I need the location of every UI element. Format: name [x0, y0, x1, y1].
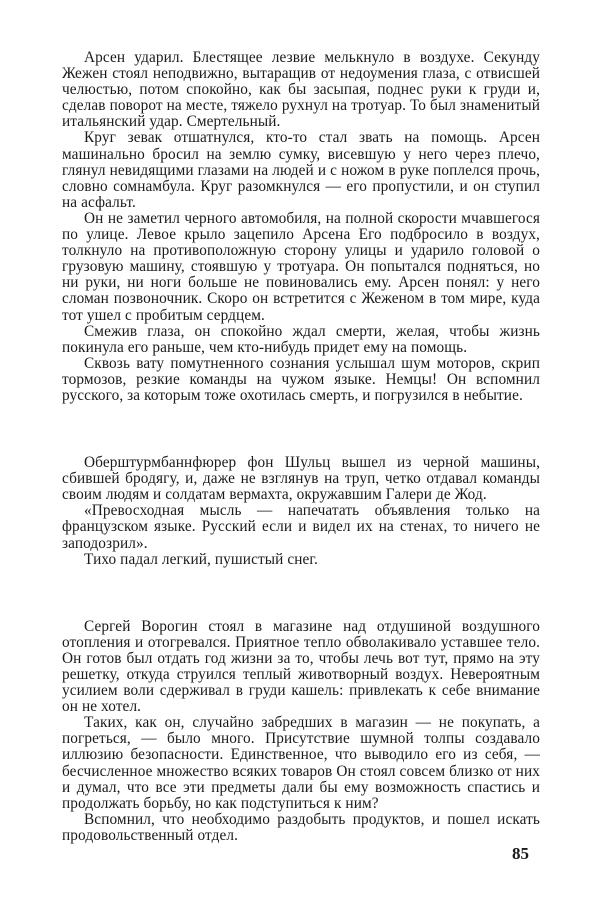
section-break: [62, 404, 540, 455]
paragraph: Вспомнил, что необходимо раздобыть продуктов, и пошел искать продовольственный отдел.: [62, 810, 540, 844]
paragraph: Смежив глаза, он спокойно ждал смерти, желая, чтобы жизнь покинула его раньше, чем кто-нибудь придет ему на помощь.: [62, 322, 540, 356]
paragraph: Таких, как он, случайно забредших в магазин — не покупать, а погреться, — было много. Присутствие шумной толпы создавало иллюзию безопасности. Единственное, что выводило его из себя, — бесчисленное множество всяких товаров Он стоял совсем близко от них и думал, что все эти предметы дали бы ему возможность спастись и продолжать борьбу, но как подступиться к ним?: [62, 714, 540, 812]
paragraph: Арсен ударил. Блестящее лезвие мелькнуло в воздухе. Секунду Жежен стоял неподвижно, вытаращив от недоумения глаза, с отвисшей челюстью, потом спокойно, как бы засыпая, поднес руки к груди и, сделав поворот на месте, тяжело рухнул на тротуар. То был знаменитый итальянский удар. Смертельный.: [62, 49, 540, 131]
paragraph: Он не заметил черного автомобиля, на полной скорости мчавшегося по улице. Левое крыло зацепило Арсена Его подбросило в воздух, толкнуло на противоположную сторону улицы и ударило головой о грузовую машину, стоявшую у тротуара. Он попытался подняться, но ни руки, ни ноги больше не повиновались ему. Арсен понял: у него сломан позвоночник. Скоро он встретится с Жеженом в том мире, куда тот ушел с пробитым сердцем.: [62, 209, 540, 324]
page-body: [62, 50, 540, 844]
paragraph: «Превосходная мысль — напечатать объявления только на французском языке. Русский если и видел их на стенах, то ничего не заподозрил».: [62, 502, 540, 552]
paragraph: Сквозь вату помутненного сознания услышал шум моторов, скрип тормозов, резкие команды на чужом языке. Немцы! Он вспомнил русского, за которым тоже охотилась смерть, и погрузился в небытие.: [62, 354, 540, 404]
section-break: [62, 568, 540, 619]
paragraph: Круг зевак отшатнулся, кто-то стал звать на помощь. Арсен машинально бросил на землю сумку, висевшую у него через плечо, глянул невидящими глазами на людей и с ножом в руке поплелся прочь, словно сомнамбула. Круг разомкнулся — его пропустили, и он ступил на асфальт.: [62, 129, 540, 211]
section-vorogin: [62, 619, 540, 844]
paragraph: Сергей Ворогин стоял в магазине над отдушиной воздушного отопления и отогревался. Приятное тепло обволакивало уставшее тело. Он готов был отдать год жизни за то, чтобы лечь вот тут, прямо на эту решетку, откуда струился теплый животворный воздух. Невероятным усилием воли сдерживал в груди кашель: привлекать к себе внимание он не хотел.: [62, 617, 540, 716]
section-arsen: [62, 50, 540, 404]
paragraph: Тихо падал легкий, пушистый снег.: [84, 550, 318, 568]
paragraph: Оберштурмбаннфюрер фон Шульц вышел из черной машины, сбившей бродягу, и, даже не взглянув на труп, четко отдавал команды своим людям и солдатам вермахта, окружавшим Галери де Жод.: [62, 454, 540, 504]
page-number: 85: [512, 844, 529, 863]
section-schulz: [62, 455, 540, 568]
